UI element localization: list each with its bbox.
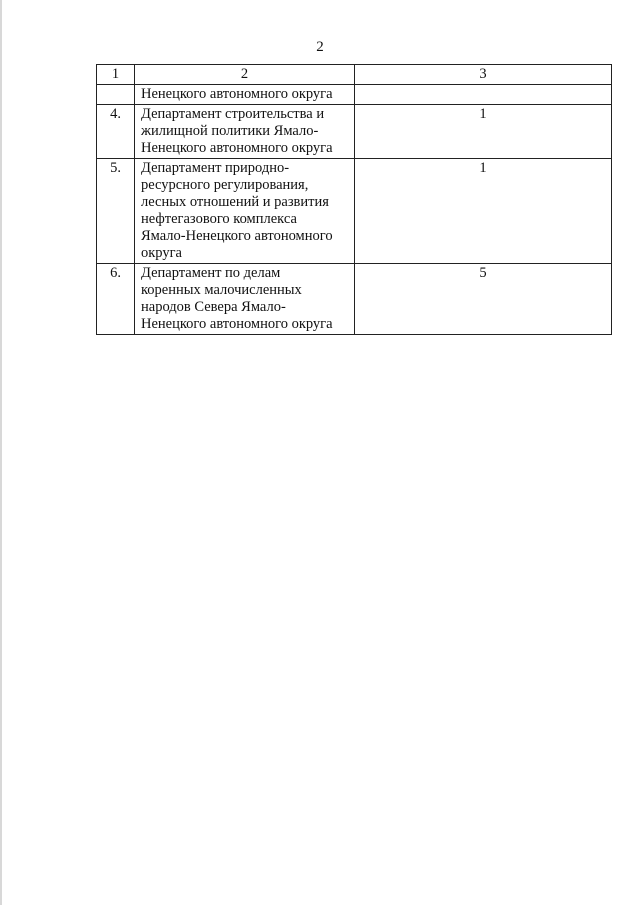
row-number: 5.: [97, 159, 135, 264]
department-name: [135, 264, 355, 335]
table-row: [97, 105, 612, 159]
department-name-line: ресурсного регулирования,: [141, 177, 309, 193]
row-value: 1: [355, 105, 612, 159]
row-value: 5: [355, 264, 612, 335]
department-name-line: лесных отношений и развития: [141, 194, 329, 210]
department-name: [135, 85, 355, 105]
department-name-line: Департамент природно-: [141, 160, 290, 176]
department-name: [135, 105, 355, 159]
header-cell-2: 2: [135, 65, 355, 85]
row-value: [355, 85, 612, 105]
department-name-line: Ямало-Ненецкого автономного: [141, 228, 333, 244]
row-number: 6.: [97, 264, 135, 335]
table-row: [97, 264, 612, 335]
table-header-row: [97, 65, 612, 85]
department-name-line: Ненецкого автономного округа: [141, 316, 333, 332]
department-name: [135, 159, 355, 264]
row-value: 1: [355, 159, 612, 264]
table-row: [97, 159, 612, 264]
table-row: [97, 85, 612, 105]
allocation-table: [96, 64, 612, 335]
department-name-line: народов Севера Ямало-: [141, 299, 286, 315]
page-number: 2: [316, 39, 324, 55]
scan-left-edge: [0, 0, 2, 905]
header-cell-3: 3: [355, 65, 612, 85]
department-name-line: Ненецкого автономного округа: [141, 86, 333, 102]
department-name-line: Департамент по делам: [141, 265, 281, 281]
header-cell-1: 1: [97, 65, 135, 85]
department-name-line: Департамент строительства и: [141, 106, 325, 122]
department-name-line: коренных малочисленных: [141, 282, 302, 298]
department-name-line: жилищной политики Ямало-: [141, 123, 319, 139]
row-number: [97, 85, 135, 105]
row-number: 4.: [97, 105, 135, 159]
department-name-line: Ненецкого автономного округа: [141, 140, 333, 156]
department-name-line: округа: [141, 245, 182, 261]
department-name-line: нефтегазового комплекса: [141, 211, 297, 227]
